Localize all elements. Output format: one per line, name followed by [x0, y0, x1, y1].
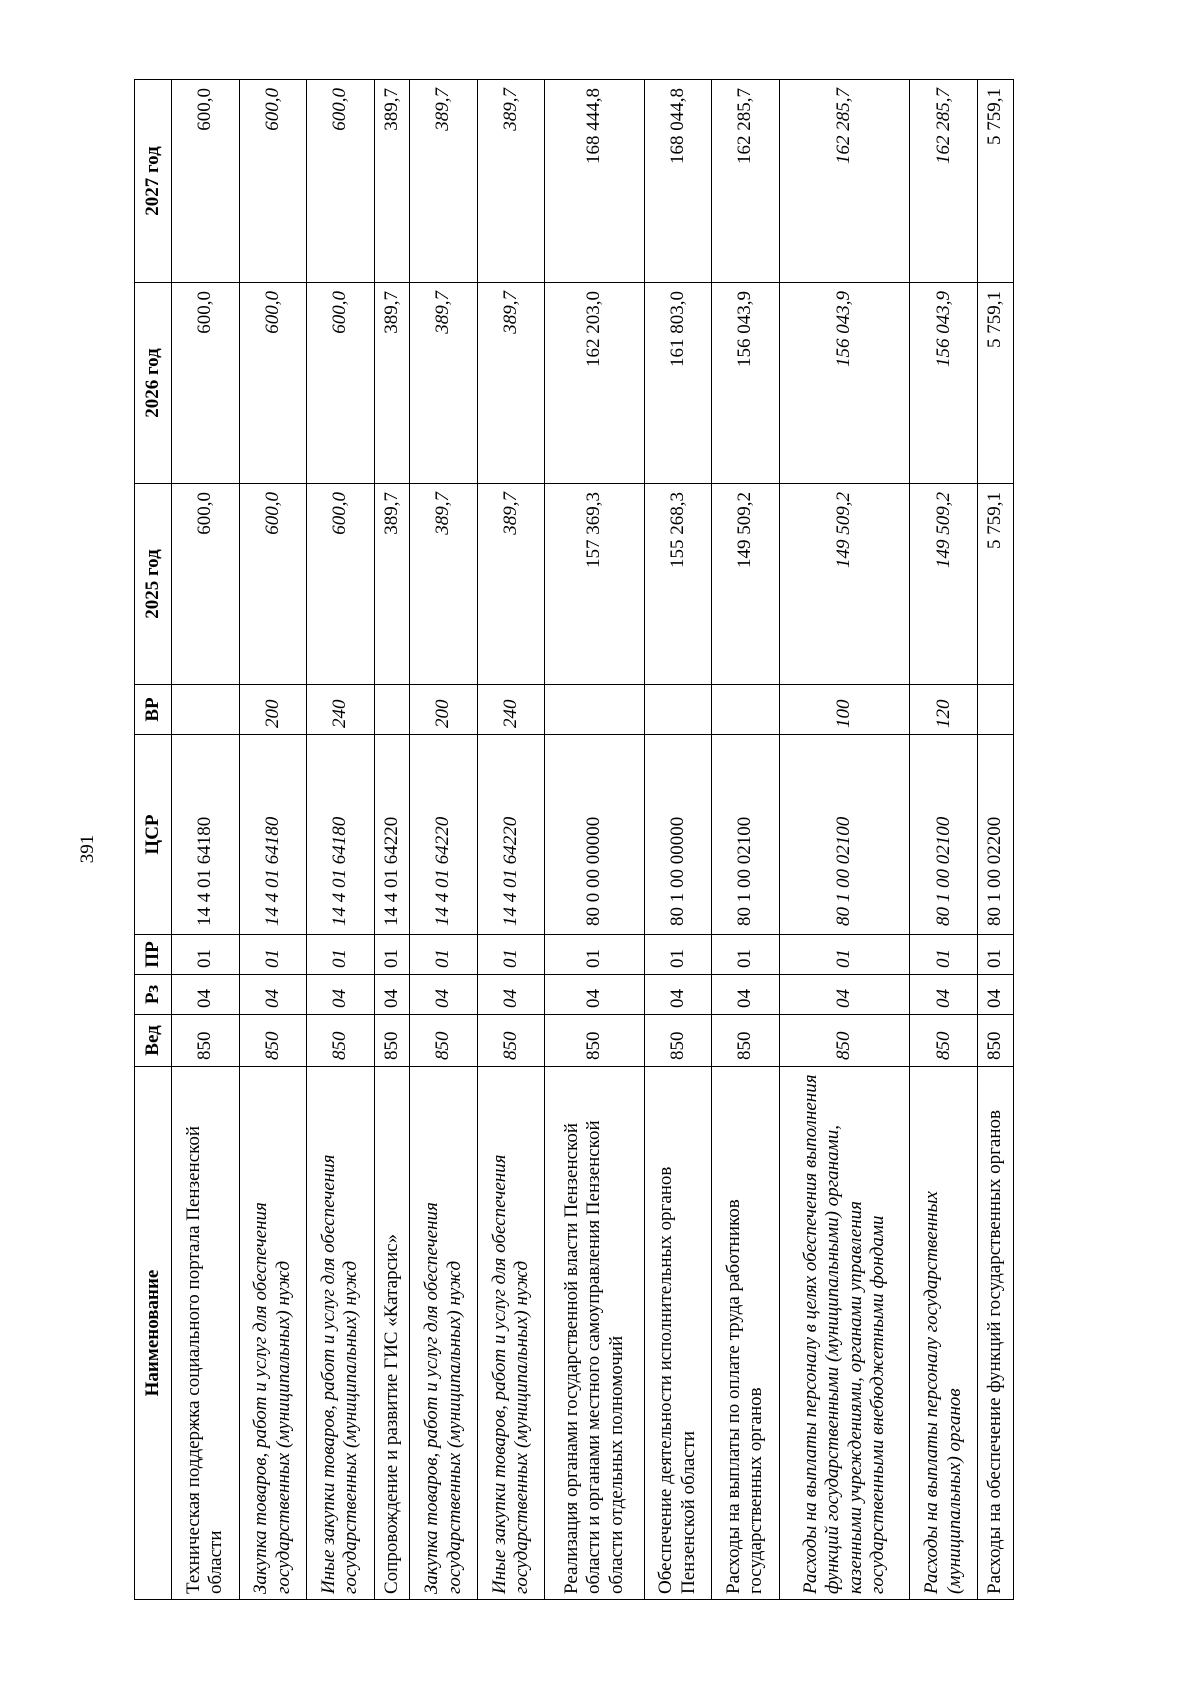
cell-pr: 01 — [239, 935, 307, 975]
cell-pr: 01 — [910, 935, 978, 975]
cell-csr: 14 4 01 64220 — [374, 735, 410, 935]
table-row — [374, 80, 410, 1600]
cell-y2025: 600,0 — [307, 484, 375, 685]
cell-pr: 01 — [410, 935, 478, 975]
cell-name: Техническая поддержка социального портала Пензенской области — [172, 1067, 240, 1600]
cell-ved: 850 — [977, 1015, 1013, 1067]
cell-pr: 01 — [545, 935, 644, 975]
cell-ved: 850 — [712, 1015, 780, 1067]
cell-name: Иные закупки товаров, работ и услуг для обеспечения государственных (муниципальных) нужд — [307, 1067, 375, 1600]
cell-csr: 14 4 01 64180 — [307, 735, 375, 935]
cell-rz: 04 — [910, 975, 978, 1015]
cell-y2027: 162 285,7 — [910, 80, 978, 283]
cell-ved: 850 — [644, 1015, 712, 1067]
cell-y2025: 5 759,1 — [977, 484, 1013, 685]
cell-rz: 04 — [779, 975, 910, 1015]
cell-vr: 200 — [239, 685, 307, 735]
cell-ved: 850 — [477, 1015, 545, 1067]
cell-y2026: 600,0 — [172, 283, 240, 484]
header-2027: 2027 год — [135, 80, 172, 283]
cell-name: Реализация органами государственной власти Пензенской области и органами местного самоуправления Пензенской области отдельных полномочий — [545, 1067, 644, 1600]
cell-vr: 240 — [307, 685, 375, 735]
cell-y2026: 389,7 — [477, 283, 545, 484]
cell-vr — [644, 685, 712, 735]
cell-rz: 04 — [644, 975, 712, 1015]
cell-vr — [712, 685, 780, 735]
cell-y2026: 5 759,1 — [977, 283, 1013, 484]
cell-vr: 240 — [477, 685, 545, 735]
header-rz: Рз — [135, 975, 172, 1015]
cell-rz: 04 — [477, 975, 545, 1015]
cell-pr: 01 — [477, 935, 545, 975]
cell-y2025: 149 509,2 — [712, 484, 780, 685]
header-ved: Вед — [135, 1015, 172, 1067]
cell-csr: 80 0 00 00000 — [545, 735, 644, 935]
table-row — [977, 80, 1013, 1600]
table-row — [307, 80, 375, 1600]
cell-ved: 850 — [779, 1015, 910, 1067]
cell-ved: 850 — [172, 1015, 240, 1067]
cell-vr: 200 — [410, 685, 478, 735]
cell-y2027: 162 285,7 — [712, 80, 780, 283]
header-2026: 2026 год — [135, 283, 172, 484]
cell-pr: 01 — [779, 935, 910, 975]
cell-ved: 850 — [910, 1015, 978, 1067]
cell-vr — [374, 685, 410, 735]
cell-y2025: 389,7 — [374, 484, 410, 685]
cell-y2025: 600,0 — [172, 484, 240, 685]
cell-csr: 80 1 00 02100 — [712, 735, 780, 935]
table-row — [910, 80, 978, 1600]
cell-rz: 04 — [374, 975, 410, 1015]
header-csr: ЦСР — [135, 735, 172, 935]
cell-y2027: 5 759,1 — [977, 80, 1013, 283]
cell-csr: 80 1 00 00000 — [644, 735, 712, 935]
cell-y2025: 389,7 — [410, 484, 478, 685]
cell-y2027: 389,7 — [410, 80, 478, 283]
cell-y2025: 389,7 — [477, 484, 545, 685]
budget-table — [134, 79, 1014, 1600]
page-number: 391 — [77, 834, 98, 864]
table-row — [239, 80, 307, 1600]
cell-y2027: 389,7 — [477, 80, 545, 283]
cell-y2025: 149 509,2 — [910, 484, 978, 685]
header-vr: ВР — [135, 685, 172, 735]
cell-rz: 04 — [410, 975, 478, 1015]
cell-csr: 14 4 01 64220 — [477, 735, 545, 935]
budget-table-container — [134, 80, 1014, 1600]
cell-ved: 850 — [239, 1015, 307, 1067]
table-row — [545, 80, 644, 1600]
cell-name: Закупка товаров, работ и услуг для обеспечения государственных (муниципальных) нужд — [239, 1067, 307, 1600]
cell-y2026: 161 803,0 — [644, 283, 712, 484]
cell-name: Расходы на обеспечение функций государственных органов — [977, 1067, 1013, 1600]
cell-vr: 120 — [910, 685, 978, 735]
table-body — [172, 80, 1014, 1600]
table-row — [410, 80, 478, 1600]
cell-pr: 01 — [977, 935, 1013, 975]
cell-y2026: 389,7 — [410, 283, 478, 484]
cell-ved: 850 — [374, 1015, 410, 1067]
cell-y2027: 162 285,7 — [779, 80, 910, 283]
cell-pr: 01 — [712, 935, 780, 975]
cell-rz: 04 — [977, 975, 1013, 1015]
table-header-row — [135, 80, 172, 1600]
cell-name: Иные закупки товаров, работ и услуг для обеспечения государственных (муниципальных) нужд — [477, 1067, 545, 1600]
table-row — [779, 80, 910, 1600]
cell-name: Обеспечение деятельности исполнительных органов Пензенской области — [644, 1067, 712, 1600]
cell-csr: 80 1 00 02100 — [779, 735, 910, 935]
cell-name: Расходы на выплаты по оплате труда работников государственных органов — [712, 1067, 780, 1600]
cell-ved: 850 — [545, 1015, 644, 1067]
cell-name: Расходы на выплаты персоналу государственных (муниципальных) органов — [910, 1067, 978, 1600]
cell-name: Закупка товаров, работ и услуг для обеспечения государственных (муниципальных) нужд — [410, 1067, 478, 1600]
cell-rz: 04 — [172, 975, 240, 1015]
cell-rz: 04 — [545, 975, 644, 1015]
header-pr: ПР — [135, 935, 172, 975]
cell-y2025: 157 369,3 — [545, 484, 644, 685]
cell-y2026: 156 043,9 — [712, 283, 780, 484]
header-name: Наименование — [135, 1067, 172, 1600]
table-row — [712, 80, 780, 1600]
cell-pr: 01 — [374, 935, 410, 975]
cell-rz: 04 — [307, 975, 375, 1015]
cell-csr: 14 4 01 64180 — [239, 735, 307, 935]
cell-ved: 850 — [410, 1015, 478, 1067]
cell-y2027: 168 444,8 — [545, 80, 644, 283]
cell-y2025: 600,0 — [239, 484, 307, 685]
cell-pr: 01 — [307, 935, 375, 975]
cell-name: Расходы на выплаты персоналу в целях обеспечения выполнения функций государственными (муниципальными) органами, казенными учреждениями, органами управления государственными внебюджетными фондами — [779, 1067, 910, 1600]
cell-vr — [977, 685, 1013, 735]
cell-csr: 80 1 00 02100 — [910, 735, 978, 935]
cell-y2027: 600,0 — [172, 80, 240, 283]
cell-csr: 14 4 01 64220 — [410, 735, 478, 935]
cell-csr: 14 4 01 64180 — [172, 735, 240, 935]
cell-pr: 01 — [644, 935, 712, 975]
cell-vr: 100 — [779, 685, 910, 735]
cell-y2027: 600,0 — [239, 80, 307, 283]
cell-y2026: 156 043,9 — [910, 283, 978, 484]
header-2025: 2025 год — [135, 484, 172, 685]
cell-y2027: 600,0 — [307, 80, 375, 283]
cell-vr — [545, 685, 644, 735]
table-row — [172, 80, 240, 1600]
cell-y2026: 162 203,0 — [545, 283, 644, 484]
cell-pr: 01 — [172, 935, 240, 975]
table-row — [644, 80, 712, 1600]
table-row — [477, 80, 545, 1600]
cell-y2026: 600,0 — [307, 283, 375, 484]
cell-name: Сопровождение и развитие ГИС «Катарсис» — [374, 1067, 410, 1600]
cell-y2026: 600,0 — [239, 283, 307, 484]
cell-y2025: 155 268,3 — [644, 484, 712, 685]
cell-rz: 04 — [712, 975, 780, 1015]
cell-y2026: 389,7 — [374, 283, 410, 484]
cell-csr: 80 1 00 02200 — [977, 735, 1013, 935]
cell-y2027: 389,7 — [374, 80, 410, 283]
cell-y2027: 168 044,8 — [644, 80, 712, 283]
cell-ved: 850 — [307, 1015, 375, 1067]
cell-y2025: 149 509,2 — [779, 484, 910, 685]
cell-rz: 04 — [239, 975, 307, 1015]
cell-vr — [172, 685, 240, 735]
cell-y2026: 156 043,9 — [779, 283, 910, 484]
